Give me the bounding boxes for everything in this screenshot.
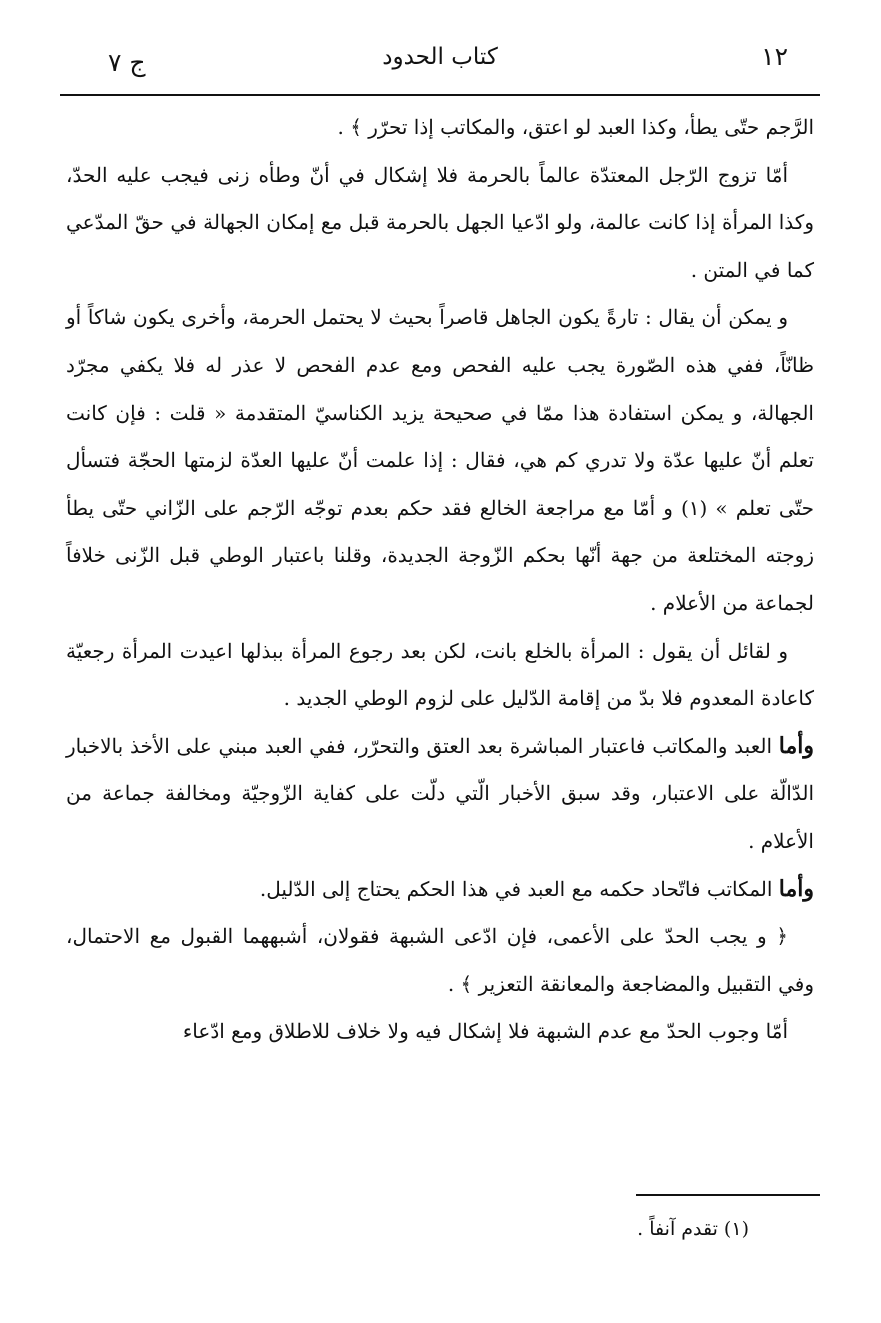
paragraph (66, 294, 814, 627)
footnote: (١) تقدم آنفاً . (637, 1218, 749, 1240)
footnote-rule (636, 1194, 820, 1196)
paragraph-text: و يمكن أن يقال : تارةً يكون الجاهل قاصراً بحيث لا يحتمل الحرمة، وأخرى يكون شاكاً أو ظانّاً، ففي هذه الصّورة يجب عليه الفحص ومع عدم الفحص لا عذر له فلا يكفي مجرّد الجهالة، و يمكن استفادة هذا ممّا في صحيحة يزيد الكناسيّ المتقدمة « قلت : فإن كانت تعلم أنّ عليها عدّة ولا تدري كم هي، فقال : إذا علمت أنّ عليها العدّة لزمتها الحجّة فتسأل حتّى تعلم » (١) و أمّا مع مراجعة الخالع فقد حكم بعدم توجّه الرّجم على الزّاني حتّى يطأ زوجته المختلعة من جهة أنّها بحكم الزّوجة الجديدة، وقلنا باعتبار الوطي قبل الزّنى خلافاً لجماعة من الأعلام . (66, 305, 814, 615)
paragraph-text: المكاتب فاتّحاد حكمه مع العبد في هذا الحكم يحتاج إلى الدّليل. (259, 876, 773, 901)
volume-label: ج ٧ (108, 48, 146, 77)
paragraph-text: الرَّجم حتّى يطأ، وكذا العبد لو اعتق، والمكاتب إذا تحرّر ﴾ . (337, 115, 814, 139)
paragraph (66, 723, 814, 866)
running-title: كتاب الحدود (382, 44, 498, 70)
page-body (66, 104, 814, 1056)
paragraph (66, 152, 814, 295)
paragraph (66, 1008, 814, 1056)
paragraph (66, 628, 814, 723)
paragraph-lead-word: وأما (778, 732, 815, 759)
paragraph-text: ﴿ و يجب الحدّ على الأعمى، فإن ادّعى الشبهة فقولان، أشبههما القبول مع الاحتمال، وفي التقبيل والمضاجعة والمعانقة التعزير ﴾ . (66, 924, 814, 996)
paragraph (66, 913, 814, 1008)
page-number: ١٢ (761, 42, 788, 71)
paragraph-text: و لقائل أن يقول : المرأة بالخلع بانت، لكن بعد رجوع المرأة ببذلها اعيدت المرأة رجعيّة كاعادة المعدوم فلا بدّ من إقامة الدّليل على لزوم الوطي الجديد . (66, 638, 814, 711)
page-header (60, 40, 820, 90)
paragraph-text: أمّا وجوب الحدّ مع عدم الشبهة فلا إشكال فيه ولا خلاف للاطلاق ومع ادّعاء (182, 1019, 788, 1044)
paragraph (66, 866, 814, 914)
paragraph-lead-word: وأما (778, 875, 814, 902)
header-rule (60, 94, 820, 96)
paragraph-text: أمّا تزوج الرّجل المعتدّة عالماً بالحرمة فلا إشكال في أنّ وطأه زنى فيجب عليه الحدّ، وكذا المرأة إذا كانت عالمة، ولو ادّعيا الجهل بالحرمة قبل مع إمكان الجهالة في حقّ المدّعي كما في المتن . (66, 162, 814, 282)
paragraph (66, 104, 814, 152)
paragraph-text: العبد والمكاتب فاعتبار المباشرة بعد العتق والتحرّر، ففي العبد مبني على الأخذ بالاخبار الدّالّة على الاعتبار، وقد سبق الأخبار الّتي دلّت على كفاية الزّوجيّة ومخالفة جماعة من الأعلام . (66, 733, 814, 853)
